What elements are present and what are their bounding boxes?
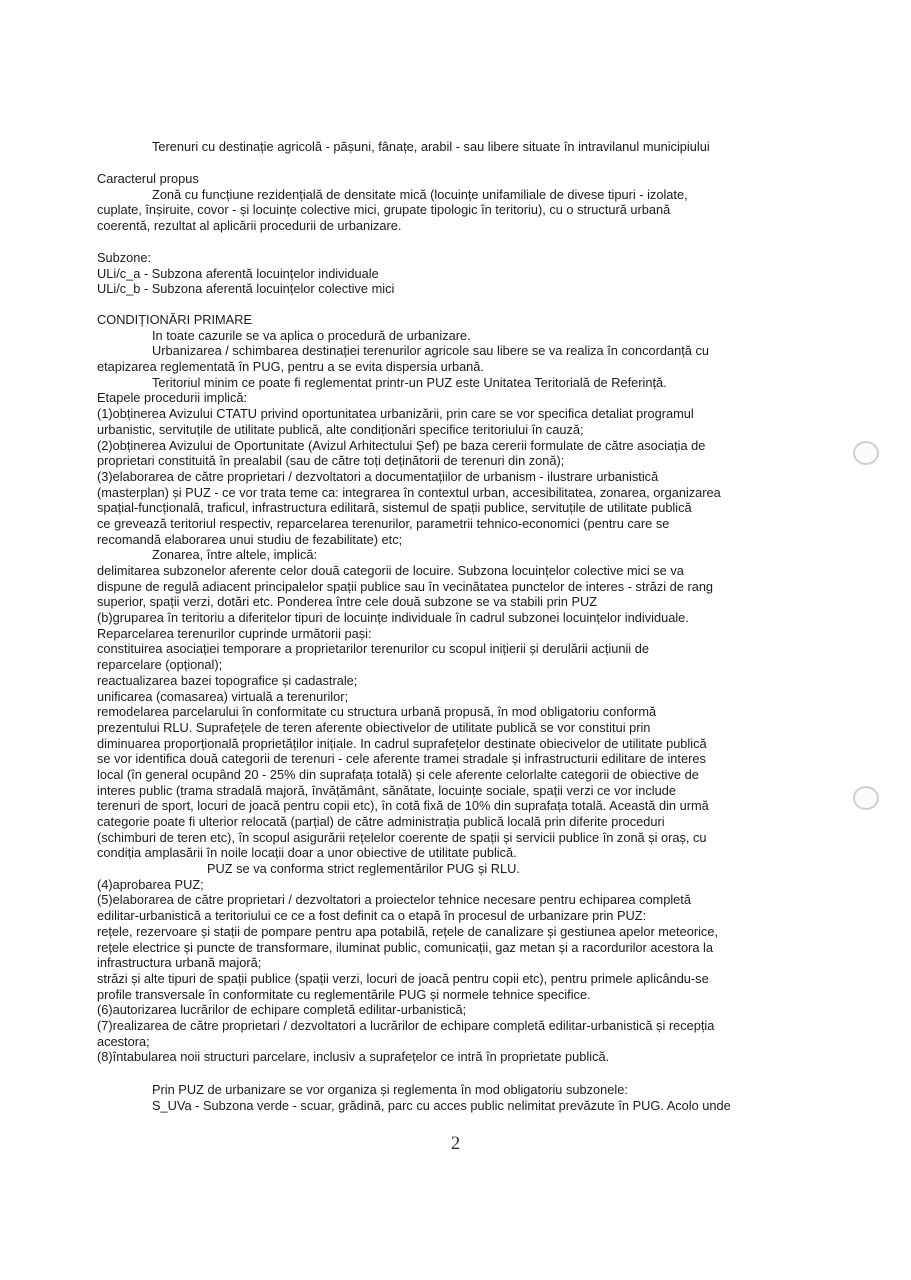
document-line: cuplate, înșiruite, covor - și locuințe colective mici, grupate tipologic în teritoriu), cu o structură urbană	[97, 202, 671, 218]
punch-hole-mark	[853, 441, 879, 465]
document-line: terenuri de sport, locuri de joacă pentru copii etc), în cotă fixă de 10% din suprafața totală. Această din urmă	[97, 798, 709, 814]
document-line: Terenuri cu destinație agricolă - pășuni, fânațe, arabil - sau libere situate în intravilanul municipiului	[152, 139, 710, 154]
document-line: delimitarea subzonelor aferente celor două categorii de locuire. Subzona locuințelor colective mici se va	[97, 563, 684, 578]
document-line: (4)aprobarea PUZ;	[97, 876, 204, 892]
document-line: (8)întabularea noii structuri parcelare, inclusiv a suprafețelor ce intră în proprietate publică.	[97, 1049, 610, 1065]
document-line: Urbanizarea / schimbarea destinației terenurilor agricole sau libere se va realiza în concordanță cu	[152, 343, 709, 359]
document-line: infrastructura urbană majoră;	[97, 955, 262, 971]
document-line: Zonă cu funcțiune rezidențială de densitate mică (locuințe unifamiliale de divese tipuri - izolate,	[152, 186, 688, 202]
document-line: (5)elaborarea de către proprietari / dezvoltatori a proiectelor tehnice necesare pentru echiparea completă	[97, 892, 691, 908]
intro-block	[97, 139, 887, 155]
document-line: (7)realizarea de către proprietari / dezvoltatori a lucrărilor de echipare completă edilitar-urbanistică și recepția	[97, 1017, 715, 1033]
document-line: rețele electrice și puncte de transformare, iluminat public, comunicații, gaz metan și a racordurilor acestora la	[97, 939, 713, 955]
document-line: PUZ se va conforma strict reglementărilor PUG și RLU.	[207, 861, 520, 877]
document-line: local (în general ocupând 20 - 25% din suprafața totală) și cele aferente celorlalte categorii de obiective de	[97, 766, 699, 782]
document-line: (1)obținerea Avizului CTATU privind oportunitatea urbanizării, prin care se vor specifica detaliat programul	[97, 406, 694, 422]
document-line: străzi și alte tipuri de spații publice (spații verzi, locuri de joacă pentru copii etc), pentru primele aplicându-se	[97, 970, 709, 986]
document-line: unificarea (comasarea) virtuală a terenurilor;	[97, 688, 349, 704]
section-heading: Caracterul propus	[97, 171, 199, 186]
document-line: (b)gruparea în teritoriu a diferitelor tipuri de locuințe individuale în cadrul subzonei locuințelor individuale.	[97, 610, 689, 626]
document-line: acestora;	[97, 1033, 150, 1049]
document-line: proprietari constituită în prealabil (sau de către toți deținătorii de terenuri din zonă);	[97, 453, 565, 469]
document-line: (2)obținerea Avizului de Oportunitate (Avizul Arhitectului Șef) pe baza cererii formulate de către asociația de	[97, 437, 706, 453]
section-heading: Subzone:	[97, 250, 152, 265]
document-line: se vor identifica două categorii de terenuri - cele aferente tramei stradale și infrastructurii edilitare de interes	[97, 751, 706, 767]
document-line: Etapele procedurii implică:	[97, 390, 248, 406]
conditionari-primare-section	[97, 312, 887, 1065]
document-line: Teritoriul minim ce poate fi reglementat printr-un PUZ este Unitatea Teritorială de Referință.	[152, 374, 667, 390]
document-line: remodelarea parcelarului în conformitate cu structura urbană propusă, în mod obligatoriu conformă	[97, 704, 657, 720]
document-line: rețele, rezervoare și stații de pompare pentru apa potabilă, rețele de canalizare și gestiunea apelor meteorice,	[97, 923, 719, 939]
page-number: 2	[450, 1133, 461, 1154]
subzone-item: ULi/c_b - Subzona aferentă locuințelor colective mici	[97, 281, 395, 297]
document-line: etapizarea reglementată în PUG, pentru a se evita dispersia urbană.	[97, 359, 484, 375]
caracterul-propus-section	[97, 171, 887, 234]
document-line: coerentă, rezultat al aplicării procedurii de urbanizare.	[97, 218, 402, 234]
document-line: In toate cazurile se va aplica o procedură de urbanizare.	[152, 327, 471, 343]
document-line: (masterplan) și PUZ - ce vor trata teme ca: integrarea în contextul urban, accesibilitatea, zonarea, organizarea	[97, 484, 721, 500]
subzone-item: ULi/c_a - Subzona aferentă locuințelor individuale	[97, 265, 379, 281]
document-line: S_UVa - Subzona verde - scuar, grădină, parc cu acces public nelimitat prevăzute în PUG. Acolo unde	[152, 1097, 731, 1113]
document-line: profile transversale în conformitate cu reglementările PUG și normele tehnice specifice.	[97, 986, 591, 1002]
document-line: interes public (trama stradală majoră, învățământ, sănătate, locuințe sociale, spații verzi ce vor include	[97, 782, 676, 798]
document-line: urbanistic, servituțile de utilitate publică, alte condiționări specifice teritoriului în cauză;	[97, 421, 584, 437]
document-line: reparcelare (opțional);	[97, 657, 223, 673]
document-line: (3)elaborarea de către proprietari / dezvoltatori a documentațiilor de urbanism - ilustrare urbanistică	[97, 468, 659, 484]
document-line: constituirea asociației temporare a proprietarilor terenurilor cu scopul inițierii și derulării acțiunii de	[97, 641, 649, 657]
document-line: edilitar-urbanistică a teritoriului ce ce a fost definit ca o etapă în procesul de urbanizare prin PUZ:	[97, 908, 647, 924]
document-line: (schimburi de teren etc), în scopul asigurării rețelelor coerente de spații și servicii publice în zonă și oraș, cu	[97, 829, 707, 845]
document-line: reactualizarea bazei topografice și cadastrale;	[97, 672, 358, 688]
document-line: (6)autorizarea lucrărilor de echipare completă edilitar-urbanistică;	[97, 1002, 467, 1018]
document-line: diminuarea proporțională proprietăților inițiale. In cadrul suprafețelor destinate obiecivelor de utilitate publică	[97, 735, 707, 751]
punch-hole-mark	[853, 786, 879, 810]
section-heading: CONDIȚIONĂRI PRIMARE	[97, 312, 252, 327]
document-line: Reparcelarea terenurilor cuprinde următorii pași:	[97, 625, 372, 641]
document-line: ce grevează teritoriul respectiv, reparcelarea terenurilor, parametrii tehnico-economici (pentru care se	[97, 515, 670, 531]
subzone-section	[97, 250, 887, 297]
document-line: recomandă elaborarea unui studiu de fezabilitate) etc;	[97, 531, 403, 547]
document-line: spațial-funcțională, traficul, infrastructura edilitară, sistemul de spații publice, servituțile de utilitate publică	[97, 500, 692, 516]
document-line: prezentului RLU. Suprafețele de teren aferente obiectivelor de utilitate publică se vor constitui prin	[97, 719, 651, 735]
document-line: condiția amplasării în noile locații doar a unor obiective de utilitate publică.	[97, 845, 517, 861]
document-line: Zonarea, între altele, implică:	[152, 547, 318, 563]
document-line: dispune de regulă adiacent principalelor spații publice sau în vecinătatea punctelor de interes - străzi de rang	[97, 578, 714, 594]
document-line: superior, spații verzi, dotări etc. Ponderea între cele două subzone se va stabili prin PUZ	[97, 594, 598, 610]
document-line: Prin PUZ de urbanizare se vor organiza și reglementa în mod obligatoriu subzonele:	[152, 1082, 628, 1097]
document-line: categorie poate fi ulterior relocată (parțial) de către administrația publică locală prin diferite proceduri	[97, 814, 665, 829]
prin-puz-section	[97, 1082, 887, 1113]
